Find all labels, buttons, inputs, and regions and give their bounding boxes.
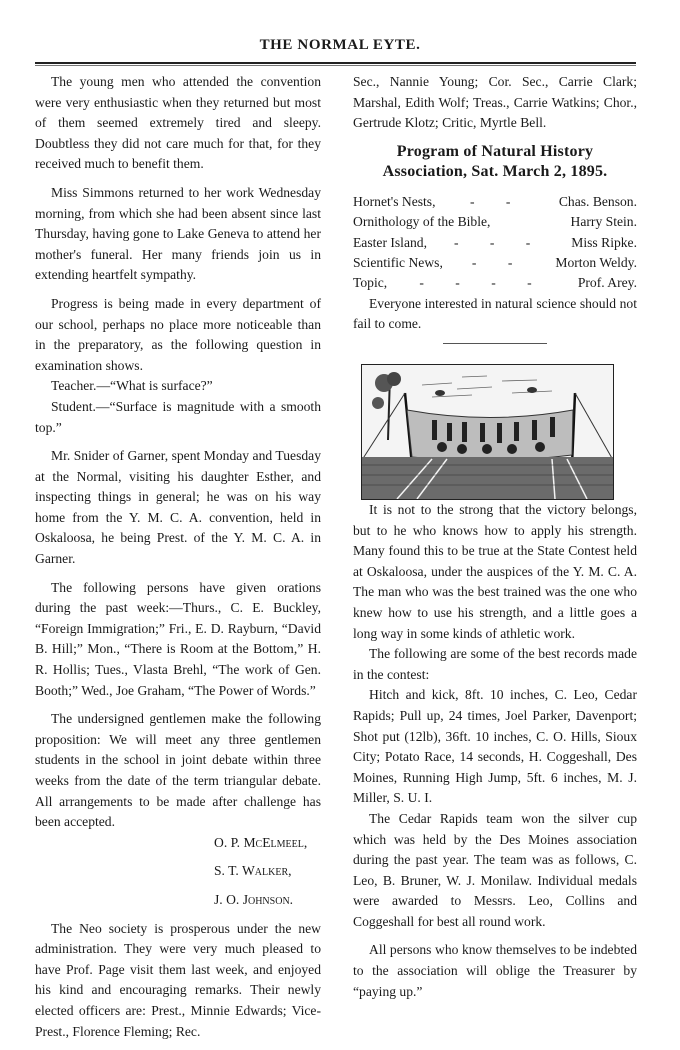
paragraph-convention: The young men who attended the convention were very enthusiastic when they returned but most of them seemed extremely tired and sleepy. Doubtless they did not care much for that, for they received much to benefit them. bbox=[35, 74, 321, 172]
program-item bbox=[353, 253, 637, 273]
program-topic: Ornithology of the Bible, bbox=[353, 214, 491, 230]
paragraph-debate-proposition: The undersigned gentlemen make the following proposition: We will meet any three gentlemen students in the school in joint debate within three weeks from the date of the term triangular debate. All arrangements to be made after challenge has been accepted. bbox=[35, 711, 321, 830]
dialogue-teacher: Teacher.—“What is surface?” bbox=[51, 378, 213, 394]
program-leader-dashes: - - - bbox=[453, 234, 545, 250]
right-column bbox=[353, 72, 637, 1010]
masthead-title: THE NORMAL EYTE. bbox=[259, 37, 421, 53]
dialogue-student: Student.—“Surface is magnitude with a smooth top.” bbox=[35, 398, 321, 435]
paragraph-neo-officers-continued: Sec., Nannie Young; Cor. Sec., Carrie Clark; Marshal, Edith Wolf; Treas., Carrie Watkins; Chor., Gertrude Klotz; Critic, Myrtle Bell. bbox=[353, 74, 637, 131]
signature-johnson: J. O. Johnson. bbox=[214, 891, 294, 907]
paragraph-records-intro: The following are some of the best records made in the contest: bbox=[353, 646, 637, 682]
athletic-banner-illustration-icon bbox=[361, 364, 614, 500]
program-item bbox=[353, 273, 637, 293]
program-speaker: Morton Weldy. bbox=[555, 255, 637, 270]
paragraph-mr-snider: Mr. Snider of Garner, spent Monday and Tuesday at the Normal, visiting his daughter Esther, and inspecting things in general; he was on his way home from the Y. M. C. A. convention, held in Oskaloosa, he being Prest. of the Y. M. C. A. in Garner. bbox=[35, 448, 321, 567]
left-column bbox=[35, 72, 321, 1050]
program-item bbox=[353, 192, 637, 212]
paragraph-orations: The following persons have given orations during the past week:—Thurs., C. E. Buckley, “Foreign Immigration;” Fri., E. D. Rayburn, “David B. Hill;” Mon., “There is Room at the Bottom,” H. R. Hollis; Tues., Vlasta Brehl, “The work of Gen. Booth;” Wed., Joe Graham, “The Power of Words.” bbox=[35, 579, 321, 698]
program-leader-dashes: - - bbox=[469, 193, 525, 209]
program-leader-dashes bbox=[490, 212, 570, 232]
masthead-rule-thin bbox=[35, 65, 636, 66]
paragraph-miss-simmons: Miss Simmons returned to her work Wednesday morning, from which she had been absent since last Thursday, having gone to Lake Geneva to attend her mother's funeral. Her many friends join us in extending heartfelt sympathy. bbox=[35, 184, 321, 283]
section-divider bbox=[443, 343, 547, 344]
program-speaker: Miss Ripke. bbox=[571, 234, 637, 250]
program-speaker: Harry Stein. bbox=[570, 214, 637, 230]
program-note: Everyone interested in natural science should not fail to come. bbox=[353, 295, 637, 332]
program-item bbox=[353, 212, 637, 232]
signature-mcelmeel: O. P. McElmeel, bbox=[214, 834, 308, 850]
paragraph-state-contest: It is not to the strong that the victory belongs, but to he who knows how to apply his strength. Many found this to be true at the State Contest held at Oskaloosa, under the auspices of the Y. M. C. A. The man who was the best trained was the one who knew how to use his strength, and a little goes a long way in some kinds of athletic work. bbox=[353, 502, 637, 641]
program-title: Program of Natural History Association, Sat. March 2, 1895. bbox=[382, 142, 608, 180]
program-speaker: Prof. Arey. bbox=[577, 275, 637, 291]
program-topic: Topic, bbox=[353, 275, 388, 291]
program-leader-dashes: - - - - bbox=[419, 275, 546, 291]
program-list bbox=[353, 192, 637, 294]
program-item bbox=[353, 233, 637, 253]
paragraph-progress: Progress is being made in every department of our school, perhaps no place more noticeable than in the preparatory, as the following question in examination shows. bbox=[35, 295, 321, 373]
paragraph-neo-society: The Neo society is prosperous under the new administration. They were very much pleased to have Prof. Page visit them last week, and enjoyed his kind and encouraging remarks. Their newly elected officers are: Prest., Minnie Edwards; Vice-Prest., Florence Fleming; Rec. bbox=[35, 920, 321, 1039]
paragraph-records: Hitch and kick, 8ft. 10 inches, C. Leo, Cedar Rapids; Pull up, 24 times, Joel Parker, Davenport; Shot put (12lb), 36ft. 10 inches, C. O. Hills, Sioux City; Potato Race, 14 seconds, H. Coggeshall, Des Moines, Running High Jump, 5ft. 6 inches, M. J. Miller, S. U. I. bbox=[353, 687, 637, 806]
program-topic: Scientific News, bbox=[353, 255, 443, 270]
program-speaker: Chas. Benson. bbox=[558, 193, 637, 209]
masthead-rule bbox=[35, 62, 636, 64]
program-leader-dashes: - - bbox=[471, 255, 527, 270]
program-topic: Hornet's Nests, bbox=[353, 193, 436, 209]
program-topic: Easter Island, bbox=[353, 234, 427, 250]
paragraph-treasurer-notice: All persons who know themselves to be indebted to the association will oblige the Treasurer by “paying up.” bbox=[353, 942, 637, 999]
paragraph-silver-cup: The Cedar Rapids team won the silver cup which was held by the Des Moines association during the past year. The team was as follows, C. Leo, B. Bruner, W. J. Monilaw. Individual medals were awarded to Messrs. Leo, Collins and Coggeshall for best all round work. bbox=[353, 810, 637, 929]
signature-walker: S. T. Walker, bbox=[214, 863, 292, 879]
